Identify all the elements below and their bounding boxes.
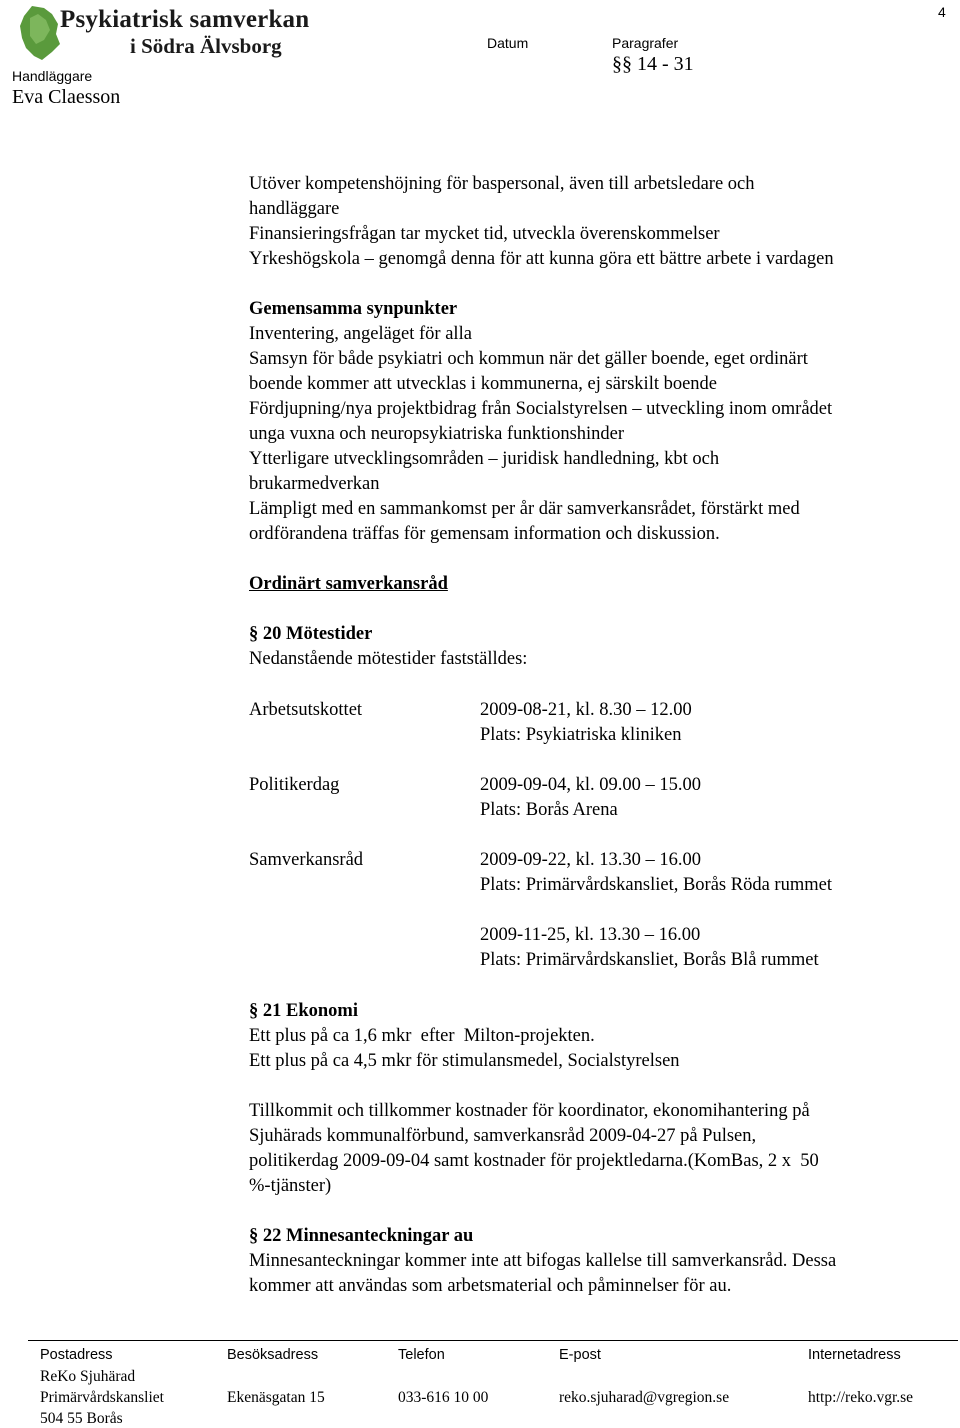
meeting-place: Plats: Psykiatriska kliniken (480, 725, 682, 745)
gemensamma-heading: Gemensamma synpunkter (249, 299, 458, 319)
footer-postadress-line: 504 55 Borås (40, 1410, 123, 1427)
meeting-place: Plats: Primärvårdskansliet, Borås Röda rummet (480, 875, 832, 895)
section-21 (249, 999, 819, 1199)
meeting-row (249, 848, 949, 923)
footer-telefon-label: Telefon (398, 1347, 445, 1363)
handlaggare-label: Handläggare (12, 68, 93, 84)
section-21-para-line: Sjuhärads kommunalförbund, samverkansråd 2009-04-27 på Pulsen, (249, 1126, 757, 1146)
gemensamma-line: unga vuxna och neuropsykiatriska funktionshinder (249, 424, 625, 444)
meeting-when: 2009-09-22, kl. 13.30 – 16.00 (480, 850, 701, 870)
intro-line: Finansieringsfrågan tar mycket tid, utveckla överenskommelser (249, 224, 720, 244)
footer-divider (28, 1340, 958, 1341)
gemensamma-line: ordförandena träffas för gemensam information och diskussion. (249, 524, 720, 544)
meeting-label: Samverkansråd (249, 850, 364, 870)
footer-epost-link[interactable]: reko.sjuharad@vgregion.se (559, 1389, 730, 1406)
meeting-row (249, 698, 949, 773)
section-22-line: Minnesanteckningar kommer inte att bifogas kallelse till samverkansråd. Dessa (249, 1251, 837, 1271)
datum-label: Datum (487, 35, 529, 51)
footer-internet-link[interactable]: http://reko.vgr.se (808, 1389, 914, 1406)
section-20 (249, 622, 527, 672)
intro-block (249, 172, 834, 272)
paragrafer-value: §§ 14 - 31 (612, 53, 694, 75)
footer-besoksadress: Ekenäsgatan 15 (227, 1389, 325, 1406)
footer-epost-label: E-post (559, 1347, 601, 1363)
intro-line: Yrkeshögskola – genomgå denna för att kunna göra ett bättre arbete i vardagen (249, 249, 834, 269)
gemensamma-section (249, 297, 832, 547)
gemensamma-line: boende kommer att utvecklas i kommunerna, ej särskilt boende (249, 374, 718, 394)
spacer (249, 1074, 819, 1099)
section-21-para-line: Tillkommit och tillkommer kostnader för koordinator, ekonomihantering på (249, 1101, 810, 1121)
section-21-para-line: %-tjänster) (249, 1176, 332, 1196)
footer-besoksadress-label: Besöksadress (227, 1347, 319, 1363)
gemensamma-line: Ytterligare utvecklingsområden – juridisk handledning, kbt och (249, 449, 720, 469)
gemensamma-line: Lämpligt med en sammankomst per år där samverkansrådet, förstärkt med (249, 499, 800, 519)
section-21-heading: § 21 Ekonomi (249, 1001, 358, 1021)
logo-subtitle: i Södra Älvsborg (130, 34, 282, 58)
meeting-when: 2009-11-25, kl. 13.30 – 16.00 (480, 925, 701, 945)
meeting-row (249, 773, 949, 848)
section-20-intro: Nedanstående mötestider fastställdes: (249, 649, 528, 669)
gemensamma-line: Inventering, angeläget för alla (249, 324, 472, 344)
footer-postadress-line: Primärvårdskansliet (40, 1389, 164, 1406)
gemensamma-line: Samsyn för både psykiatri och kommun när det gäller boende, eget ordinärt (249, 349, 808, 369)
footer-postadress-line: ReKo Sjuhärad (40, 1368, 136, 1385)
section-21-para-line: politikerdag 2009-09-04 samt kostnader för projektledarna.(KomBas, 2 x 50 (249, 1151, 819, 1171)
region-map-icon (18, 4, 62, 62)
meeting-place: Plats: Borås Arena (480, 800, 618, 820)
gemensamma-line: brukarmedverkan (249, 474, 380, 494)
section-21-line: Ett plus på ca 1,6 mkr efter Milton-projekten. (249, 1026, 595, 1046)
intro-line: Utöver kompetenshöjning för baspersonal, även till arbetsledare och (249, 174, 755, 194)
ordinarie-heading: Ordinärt samverkansråd (249, 574, 448, 594)
intro-line: handläggare (249, 199, 340, 219)
meeting-table (249, 698, 949, 998)
section-22 (249, 1224, 836, 1299)
page-number: 4 (938, 4, 946, 20)
meeting-label: Arbetsutskottet (249, 700, 363, 720)
section-22-line: kommer att användas som arbetsmaterial och påminnelser för au. (249, 1276, 732, 1296)
footer-internet-label: Internetadress (808, 1347, 901, 1363)
organisation-logo (18, 2, 310, 64)
section-21-line: Ett plus på ca 4,5 mkr för stimulansmedel, Socialstyrelsen (249, 1051, 680, 1071)
handlaggare-name: Eva Claesson (12, 86, 121, 108)
footer-postadress-label: Postadress (40, 1347, 113, 1363)
meeting-row (249, 923, 949, 998)
meeting-when: 2009-08-21, kl. 8.30 – 12.00 (480, 700, 692, 720)
footer-telefon: 033-616 10 00 (398, 1389, 489, 1406)
paragrafer-label: Paragrafer (612, 35, 679, 51)
meeting-when: 2009-09-04, kl. 09.00 – 15.00 (480, 775, 701, 795)
meeting-label: Politikerdag (249, 775, 340, 795)
logo-title: Psykiatrisk samverkan (60, 6, 310, 33)
gemensamma-line: Fördjupning/nya projektbidrag från Socialstyrelsen – utveckling inom området (249, 399, 833, 419)
section-20-heading: § 20 Mötestider (249, 624, 373, 644)
section-22-heading: § 22 Minnesanteckningar au (249, 1226, 474, 1246)
meeting-place: Plats: Primärvårdskansliet, Borås Blå rummet (480, 950, 819, 970)
